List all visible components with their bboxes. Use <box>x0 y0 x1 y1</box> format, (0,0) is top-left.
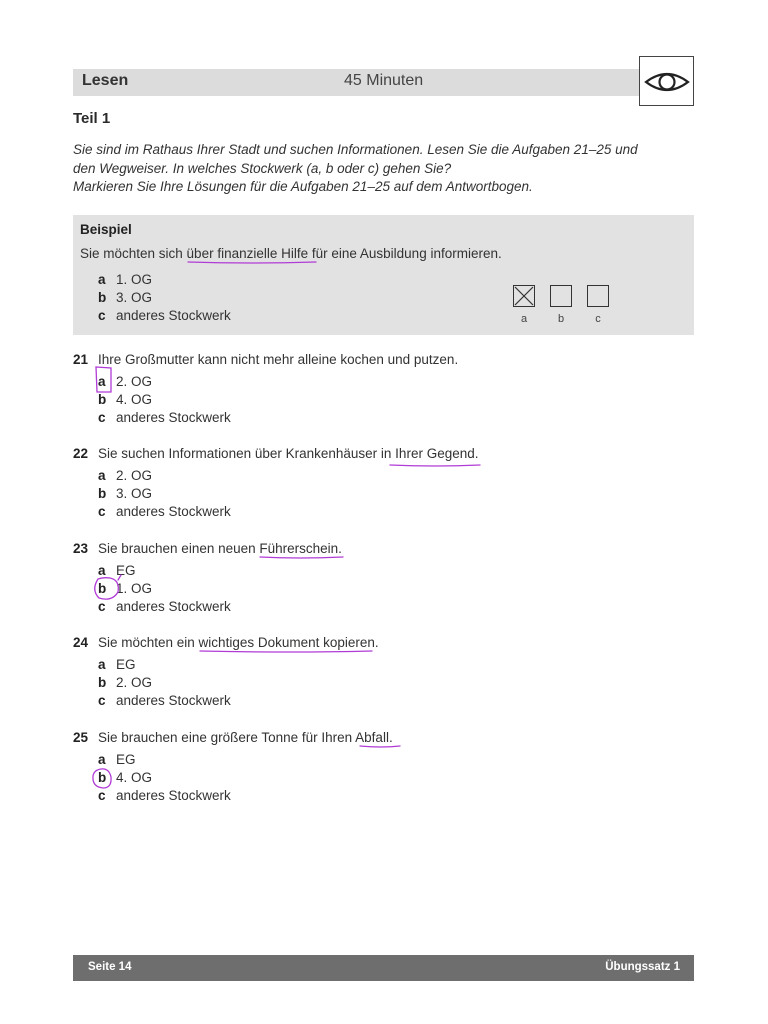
option-letter: b <box>98 486 107 501</box>
option-text: anderes Stockwerk <box>116 410 231 425</box>
page-number: Seite 14 <box>88 961 132 973</box>
option-letter: b <box>98 581 107 596</box>
option-text: anderes Stockwerk <box>116 504 231 519</box>
eye-icon <box>644 63 690 101</box>
question-option[interactable] <box>98 598 231 616</box>
option-letter: b <box>98 290 107 305</box>
option-text: anderes Stockwerk <box>116 788 231 803</box>
question-option[interactable] <box>98 485 152 503</box>
option-text: anderes Stockwerk <box>116 308 231 323</box>
question-text: Sie möchten ein wichtiges Dokument kopieren. <box>98 635 379 650</box>
option-letter: c <box>98 788 106 803</box>
answer-checkbox-c[interactable] <box>587 285 609 307</box>
underline-mark <box>390 465 480 466</box>
option-letter: b <box>98 675 107 690</box>
answer-checkbox-b[interactable] <box>550 285 572 307</box>
option-letter: a <box>98 272 106 287</box>
question-option[interactable] <box>98 674 152 692</box>
option-text: 2. OG <box>116 374 153 389</box>
checkbox-label: a <box>520 313 528 325</box>
option-letter: a <box>98 374 106 389</box>
option-text: 1. OG <box>116 272 153 287</box>
option-letter: c <box>98 410 106 425</box>
option-text: 4. OG <box>116 770 153 785</box>
set-label: Übungssatz 1 <box>605 961 680 973</box>
part-title: Teil 1 <box>73 110 111 127</box>
example-option-c <box>98 307 231 325</box>
question-option[interactable] <box>98 467 152 485</box>
question-text: Ihre Großmutter kann nicht mehr alleine kochen und putzen. <box>98 352 459 367</box>
question-number: 25 <box>73 730 89 745</box>
question-text: Sie brauchen einen neuen Führerschein. <box>98 541 342 556</box>
question-option[interactable] <box>98 391 152 409</box>
option-text: EG <box>116 752 136 767</box>
question-text: Sie brauchen eine größere Tonne für Ihren Abfall. <box>98 730 393 745</box>
question-text: Sie suchen Informationen über Krankenhäuser in Ihrer Gegend. <box>98 446 479 461</box>
option-text: EG <box>116 657 136 672</box>
option-text: anderes Stockwerk <box>116 599 231 614</box>
option-letter: a <box>98 468 106 483</box>
instructions <box>73 141 673 197</box>
question-number: 23 <box>73 541 89 556</box>
checked-x-icon <box>514 286 534 306</box>
example-question: Sie möchten sich über finanzielle Hilfe für eine Ausbildung informieren. <box>80 246 502 261</box>
question-option[interactable] <box>98 656 136 674</box>
option-letter: a <box>98 563 106 578</box>
option-text: 1. OG <box>116 581 153 596</box>
underline-mark <box>360 746 400 747</box>
checkbox-label: b <box>557 313 565 325</box>
example-title: Beispiel <box>80 222 132 237</box>
question-option[interactable] <box>98 787 231 805</box>
option-letter: b <box>98 770 107 785</box>
question-option[interactable] <box>98 409 231 427</box>
option-text: 2. OG <box>116 675 153 690</box>
time-label: 45 Minuten <box>344 72 424 89</box>
option-letter: a <box>98 752 106 767</box>
option-text: 3. OG <box>116 486 153 501</box>
instruction-line: Markieren Sie Ihre Lösungen für die Aufgaben 21–25 auf dem Antwortbogen. <box>73 179 533 194</box>
option-text: anderes Stockwerk <box>116 693 231 708</box>
question-option[interactable] <box>98 373 152 391</box>
option-text: EG <box>116 563 136 578</box>
question-number: 24 <box>73 635 89 650</box>
question-option[interactable] <box>98 751 136 769</box>
example-option-b <box>98 289 152 307</box>
option-letter: c <box>98 599 106 614</box>
eye-icon-box <box>639 56 694 106</box>
underline-mark <box>260 557 343 558</box>
option-letter: c <box>98 308 106 323</box>
option-text: 2. OG <box>116 468 153 483</box>
question-option[interactable] <box>98 562 136 580</box>
option-letter: c <box>98 504 106 519</box>
option-letter: c <box>98 693 106 708</box>
underline-mark <box>200 651 372 652</box>
instruction-line: Sie sind im Rathaus Ihrer Stadt und suchen Informationen. Lesen Sie die Aufgaben 21–25 und <box>73 142 638 157</box>
answer-checkbox-a[interactable] <box>513 285 535 307</box>
checkbox-label: c <box>595 313 601 325</box>
example-option-a <box>98 271 152 289</box>
question-option[interactable] <box>98 769 152 787</box>
option-letter: b <box>98 392 107 407</box>
option-letter: a <box>98 657 106 672</box>
section-title: Lesen <box>82 72 129 89</box>
question-option[interactable] <box>98 503 231 521</box>
instruction-line: den Wegweiser. In welches Stockwerk (a, b oder c) gehen Sie? <box>73 160 452 176</box>
question-number: 21 <box>73 352 89 367</box>
question-option[interactable] <box>98 692 231 710</box>
question-number: 22 <box>73 446 89 461</box>
question-option[interactable] <box>98 580 152 598</box>
option-text: 4. OG <box>116 392 153 407</box>
option-text: 3. OG <box>116 290 153 305</box>
